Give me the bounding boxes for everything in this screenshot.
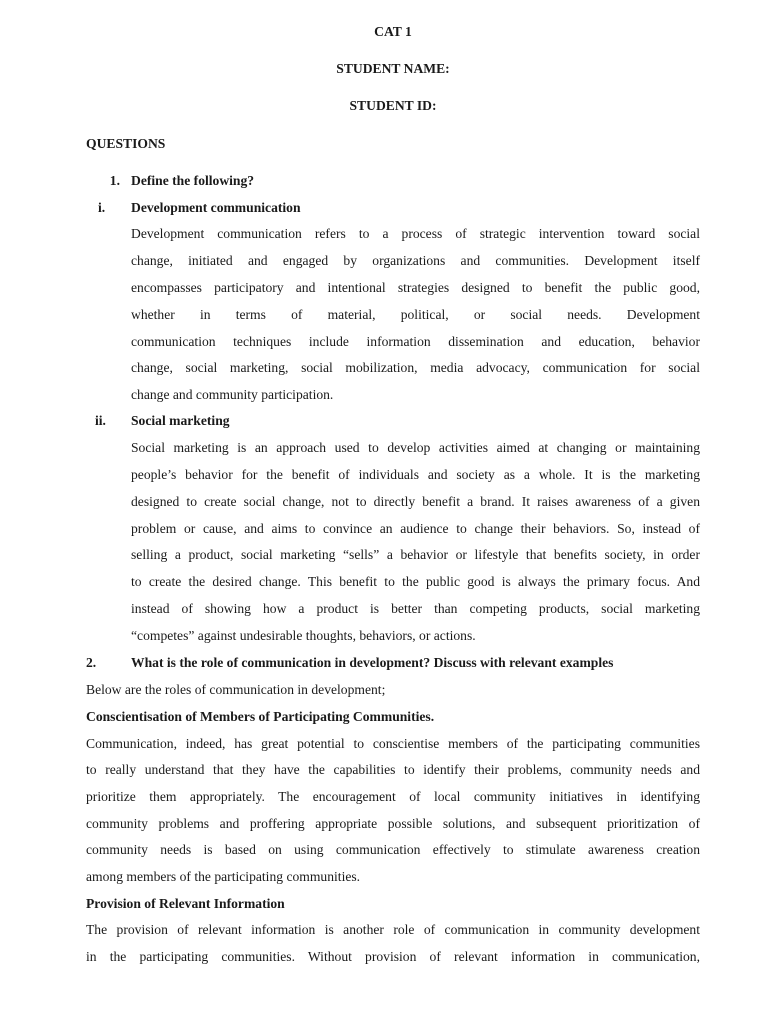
paragraph-line: among members of the participating communities.: [86, 869, 361, 884]
paragraph-line: to really understand that they have the capabilities to identify their problems, community needs and: [86, 762, 700, 777]
paragraph-line: encompasses participatory and intentional strategies designed to benefit the public good,: [131, 280, 700, 295]
paragraph-line: Social marketing is an approach used to develop activities aimed at changing or maintaining: [131, 440, 700, 455]
student-id-label: STUDENT ID:: [349, 98, 437, 113]
paragraph-line: change, initiated and engaged by organizations and communities. Development itself: [131, 253, 700, 268]
q1-ii-numeral: ii.: [95, 413, 106, 428]
paragraph-line: selling a product, social marketing “sells” a behavior or lifestyle that benefits society, in order: [131, 547, 700, 562]
paragraph-line: change, social marketing, social mobilization, media advocacy, communication for social: [131, 360, 700, 375]
student-name-label: STUDENT NAME:: [336, 61, 450, 76]
paragraph-line: change and community participation.: [131, 387, 334, 402]
paragraph-line: to create the desired change. This benefit to the public good is always the primary focus. And: [131, 574, 700, 589]
paragraph-line: community problems and proffering appropriate possible solutions, and subsequent prioritization of: [86, 816, 700, 831]
paragraph-line: whether in terms of material, political, or social needs. Development: [131, 307, 700, 322]
paragraph-line: “competes” against undesirable thoughts, behaviors, or actions.: [131, 628, 476, 643]
paragraph-line: communication techniques include information dissemination and education, behavior: [131, 334, 700, 349]
paragraph-line: prioritize them appropriately. The encouragement of local community initiatives in identifying: [86, 789, 700, 804]
section-heading-conscientisation: Conscientisation of Members of Participating Communities.: [86, 709, 435, 724]
paragraph-line: in the participating communities. Without provision of relevant information in communication,: [86, 949, 700, 964]
paragraph-line: The provision of relevant information is another role of communication in community development: [86, 922, 700, 937]
q2-number: 2.: [86, 655, 97, 670]
questions-heading: QUESTIONS: [86, 136, 166, 151]
paragraph-line: designed to create social change, not to directly benefit a brand. It raises awareness of a given: [131, 494, 700, 509]
paragraph-line: instead of showing how a product is better than competing products, social marketing: [131, 601, 700, 616]
q2-intro: Below are the roles of communication in development;: [86, 682, 386, 697]
q1-ii-heading: Social marketing: [131, 413, 230, 428]
paragraph-line: problem or cause, and aims to convince an audience to change their behaviors. So, instead of: [131, 521, 700, 536]
q1-i-heading: Development communication: [131, 200, 301, 215]
q1-number: 1.: [109, 173, 120, 188]
paragraph-line: people’s behavior for the benefit of individuals and society as a whole. It is the marketing: [131, 467, 700, 482]
paragraph-line: Communication, indeed, has great potential to conscientise members of the participating communities: [86, 736, 700, 751]
q1-title: Define the following?: [131, 173, 255, 188]
paragraph-line: community needs is based on using communication effectively to stimulate awareness creation: [86, 842, 700, 857]
section-heading-provision: Provision of Relevant Information: [86, 896, 285, 911]
q2-title: What is the role of communication in development? Discuss with relevant examples: [131, 655, 614, 670]
paragraph-line: Development communication refers to a process of strategic intervention toward social: [131, 226, 700, 241]
q1-i-numeral: i.: [98, 200, 106, 215]
cat-title: CAT 1: [374, 24, 412, 39]
